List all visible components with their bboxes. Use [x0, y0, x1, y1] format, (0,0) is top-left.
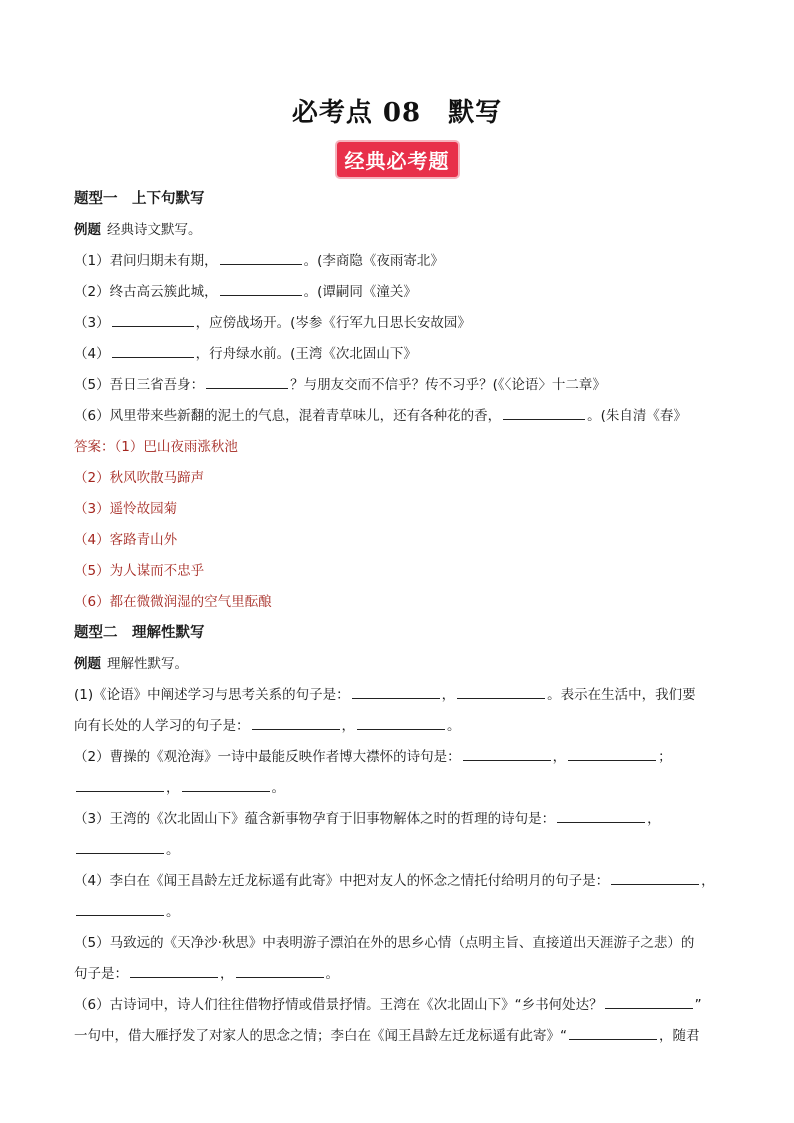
question-text: （2）终古高云簇此城，	[74, 284, 218, 300]
answer-blank[interactable]	[220, 250, 302, 265]
q2-6-line2	[74, 1021, 734, 1052]
question-source: 。(谭嗣同《潼关》	[303, 284, 417, 300]
example-line-2	[74, 649, 734, 680]
answer-blank[interactable]	[252, 715, 340, 730]
example-label: 例题	[74, 222, 101, 238]
question-text: （3）	[74, 315, 110, 331]
answer-blank[interactable]	[605, 994, 693, 1009]
question-source: 。(李商隐《夜雨寄北》	[303, 253, 444, 269]
section-heading-1: 题型一 上下句默写	[74, 191, 205, 207]
answer-blank[interactable]	[569, 1025, 657, 1040]
question-text: （5）吾日三省吾身：	[74, 377, 205, 393]
answer-line: （3）遥怜故园菊	[74, 501, 178, 517]
question-source: ，应傍战场开。(岑参《行军九日思长安故园》	[195, 315, 471, 331]
q2-6-line1: （6）古诗词中，诗人们往往借物抒情或借景抒情。王湾在《次北固山下》“乡书何处达？ ”	[74, 990, 734, 1021]
answer-blank[interactable]	[112, 312, 194, 327]
example-line-1	[74, 215, 734, 246]
answer-blank[interactable]	[611, 870, 699, 885]
answer-blank[interactable]	[357, 715, 445, 730]
answer-blank[interactable]	[76, 839, 164, 854]
question-1	[74, 246, 734, 277]
classic-exam-badge: 经典必考题	[337, 142, 458, 177]
answer-blank[interactable]	[457, 684, 545, 699]
question-text: 句子是：	[74, 966, 128, 982]
question-6	[74, 401, 734, 432]
answer-blank[interactable]	[220, 281, 302, 296]
question-text: （4）李白在《闻王昌龄左迁龙标遥有此寄》中把对友人的怀念之情托付给明月的句子是：	[74, 873, 610, 889]
q2-3-line1: （3）王湾的《次北固山下》蕴含新事物孕育于旧事物解体之时的哲理的诗句是： ，	[74, 804, 734, 835]
q2-5-line2: 句子是： ， 。	[74, 959, 734, 990]
example-text: 经典诗文默写。	[107, 222, 202, 238]
q2-4-line2: 。	[74, 897, 734, 928]
question-text: （6）风里带来些新翻的泥土的气息，混着青草味儿，还有各种花的香，	[74, 408, 502, 424]
question-text: （1）君问归期未有期，	[74, 253, 218, 269]
answer-line: （6）都在微微润湿的空气里酝酿	[74, 594, 272, 610]
answer-line: （5）为人谋而不忠乎	[74, 563, 205, 579]
answer-blank[interactable]	[568, 746, 656, 761]
q2-1-line1: (1)《论语》中阐述学习与思考关系的句子是： ， 。表示在生活中，我们要	[74, 680, 734, 711]
page-title: 必考点 08 默写	[291, 98, 503, 128]
question-text: （4）	[74, 346, 110, 362]
answer-line: （4）客路青山外	[74, 532, 178, 548]
section-heading-2: 题型二 理解性默写	[74, 625, 205, 641]
answer-blank[interactable]	[503, 405, 585, 420]
question-2	[74, 277, 734, 308]
answer-blank[interactable]	[352, 684, 440, 699]
question-4	[74, 339, 734, 370]
question-text: （6）古诗词中，诗人们往往借物抒情或借景抒情。王湾在《次北固山下》“乡书何处达？	[74, 997, 603, 1013]
content	[74, 184, 734, 1052]
q2-2-line1: （2）曹操的《观沧海》一诗中最能反映作者博大襟怀的诗句是： ， ；	[74, 742, 734, 773]
q2-3-line2: 。	[74, 835, 734, 866]
answer-blank[interactable]	[206, 374, 288, 389]
answer-blank[interactable]	[76, 901, 164, 916]
question-text: （2）曹操的《观沧海》一诗中最能反映作者博大襟怀的诗句是：	[74, 749, 461, 765]
question-source: ，行舟绿水前。(王湾《次北固山下》	[195, 346, 417, 362]
answer-blank[interactable]	[557, 808, 645, 823]
answer-blank[interactable]	[130, 963, 218, 978]
answer-line: （2）秋风吹散马蹄声	[74, 470, 205, 486]
badge-container	[0, 142, 794, 177]
q2-1-line2: 向有长处的人学习的句子是： ， 。	[74, 711, 734, 742]
question-text: ，随君	[659, 1028, 700, 1044]
question-source: 。(朱自清《春》	[587, 408, 687, 424]
answer-blank[interactable]	[112, 343, 194, 358]
example-text: 理解性默写。	[107, 656, 188, 672]
answer-line: 答案：（1）巴山夜雨涨秋池	[74, 439, 238, 455]
question-text: （3）王湾的《次北固山下》蕴含新事物孕育于旧事物解体之时的哲理的诗句是：	[74, 811, 556, 827]
q2-2-line2: ， 。	[74, 773, 734, 804]
question-text: (1)《论语》中阐述学习与思考关系的句子是：	[74, 687, 350, 703]
example-label: 例题	[74, 656, 101, 672]
question-3	[74, 308, 734, 339]
question-text: 向有长处的人学习的句子是：	[74, 718, 250, 734]
question-source: ？与朋友交而不信乎？传不习乎？(《〈论语〉十二章》	[290, 377, 606, 393]
question-text: 一句中，借大雁抒发了对家人的思念之情；李白在《闻王昌龄左迁龙标遥有此寄》“	[74, 1028, 567, 1044]
answer-blank[interactable]	[236, 963, 324, 978]
answer-blank[interactable]	[76, 777, 164, 792]
answer-blank[interactable]	[182, 777, 270, 792]
question-text: 。表示在生活中，我们要	[547, 687, 696, 703]
q2-4-line1: （4）李白在《闻王昌龄左迁龙标遥有此寄》中把对友人的怀念之情托付给明月的句子是： ，	[74, 866, 734, 897]
q2-5-line1: （5）马致远的《天净沙·秋思》中表明游子漂泊在外的思乡心情（点明主旨、直接道出天涯游子之悲）的	[74, 935, 695, 951]
question-5	[74, 370, 734, 401]
answer-blank[interactable]	[463, 746, 551, 761]
